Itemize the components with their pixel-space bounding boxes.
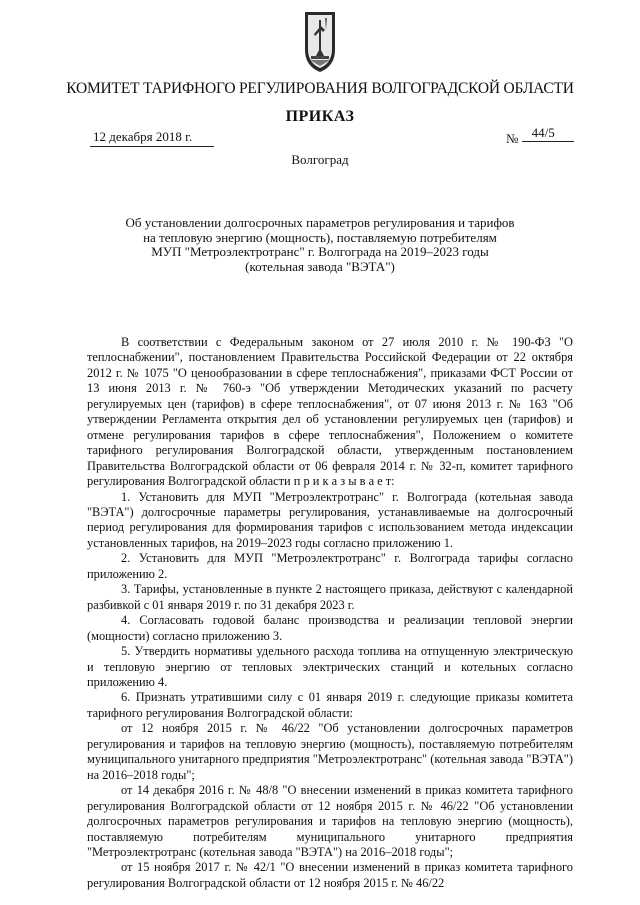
date-underline: [90, 146, 214, 147]
body-paragraph: 4. Согласовать годовой баланс производства и реализации тепловой энергии (мощности) согласно приложению 3.: [87, 613, 573, 643]
subject-line: (котельная завода "ВЭТА"): [245, 258, 395, 274]
city: Волгоград: [291, 152, 349, 167]
body-paragraph: 1. Установить для МУП "Метроэлектротранс" г. Волгограда (котельная завода "ВЭТА") долгосрочные параметры регулирования, устанавливаемые на долгосрочный период регулирования для формирования тарифов с использованием метода индексации установленных тарифов, на 2019–2023 годы согласно приложению 1.: [87, 489, 573, 550]
number-value: 44/5: [522, 125, 574, 142]
number-label: №: [506, 131, 519, 146]
subject-line: МУП "Метроэлектротранс" г. Волгограда на 2019–2023 годы: [151, 244, 489, 259]
body-paragraph: от 15 ноября 2017 г. № 42/1 "О внесении изменений в приказ комитета тарифного регулирования Волгоградской области от 12 ноября 2015 г. № 46/22: [87, 860, 573, 890]
document-number: [506, 125, 574, 146]
document-body: [87, 335, 573, 891]
body-paragraph: 5. Утвердить нормативы удельного расхода топлива на отпущенную электрическую и тепловую энергию от тепловых электрических станций и котельных согласно приложению 4.: [87, 644, 573, 689]
document-subject: [0, 216, 640, 274]
organization-title: КОМИТЕТ ТАРИФНОГО РЕГУЛИРОВАНИЯ ВОЛГОГРАДСКОЙ ОБЛАСТИ: [66, 80, 574, 97]
body-paragraph: от 12 ноября 2015 г. № 46/22 "Об установлении долгосрочных параметров регулирования и тарифов на тепловую энергию (мощность), поставляемую потребителям муниципального унитарного предприятия "Метроэлектротранс" (котельная завода "ВЭТА") на 2016–2018 годы";: [87, 721, 573, 782]
document-type: ПРИКАЗ: [285, 108, 355, 125]
subject-line: Об установлении долгосрочных параметров регулирования и тарифов: [125, 215, 515, 230]
body-paragraph: В соответствии с Федеральным законом от 27 июля 2010 г. № 190-ФЗ "О теплоснабжении", постановлением Правительства Российской Федерации от 22 октября 2012 г. № 1075 "О ценообразовании в сфере теплоснабжения", приказами ФСТ России от 13 июня 2013 г. № 760-э "Об утверждении Методических указаний по расчету регулируемых цен (тарифов) в сфере теплоснабжения", от 07 июня 2013 г. № 163 "Об утверждении Регламента открытия дел об установлении регулируемых цен (тарифов) и отмене регулирования тарифов в сфере теплоснабжения", Положением о комитете тарифного регулирования Волгоградской области, утвержденным постановлением Правительства Волгоградской области от 06 февраля 2014 г. № 32-п, комитет тарифного регулирования Волгоградской области п р и к а з ы в а е т:: [87, 335, 573, 489]
body-paragraph: 2. Установить для МУП "Метроэлектротранс" г. Волгограда тарифы согласно приложению 2.: [87, 551, 573, 581]
volgograd-coat-of-arms-icon: [303, 10, 337, 74]
document-date: 12 декабря 2018 г.: [93, 129, 193, 144]
body-paragraph: 6. Признать утратившими силу с 01 января 2019 г. следующие приказы комитета тарифного регулирования Волгоградской области:: [87, 690, 573, 720]
body-paragraph: от 14 декабря 2016 г. № 48/8 "О внесении изменений в приказ комитета тарифного регулирования Волгоградской области от 12 ноября 2015 г. № 46/22 "Об установлении долгосрочных параметров регулирования и тарифов на тепловую энергию (мощность), поставляемую потребителям муниципального унитарного предприятия "Метроэлектротранс (котельная завода "ВЭТА") на 2016–2018 годы";: [87, 783, 573, 859]
subject-line: на тепловую энергию (мощность), поставляемую потребителям: [143, 229, 497, 245]
body-paragraph: 3. Тарифы, установленные в пункте 2 настоящего приказа, действуют с календарной разбивкой с 01 января 2019 г. по 31 декабря 2023 г.: [87, 582, 573, 612]
